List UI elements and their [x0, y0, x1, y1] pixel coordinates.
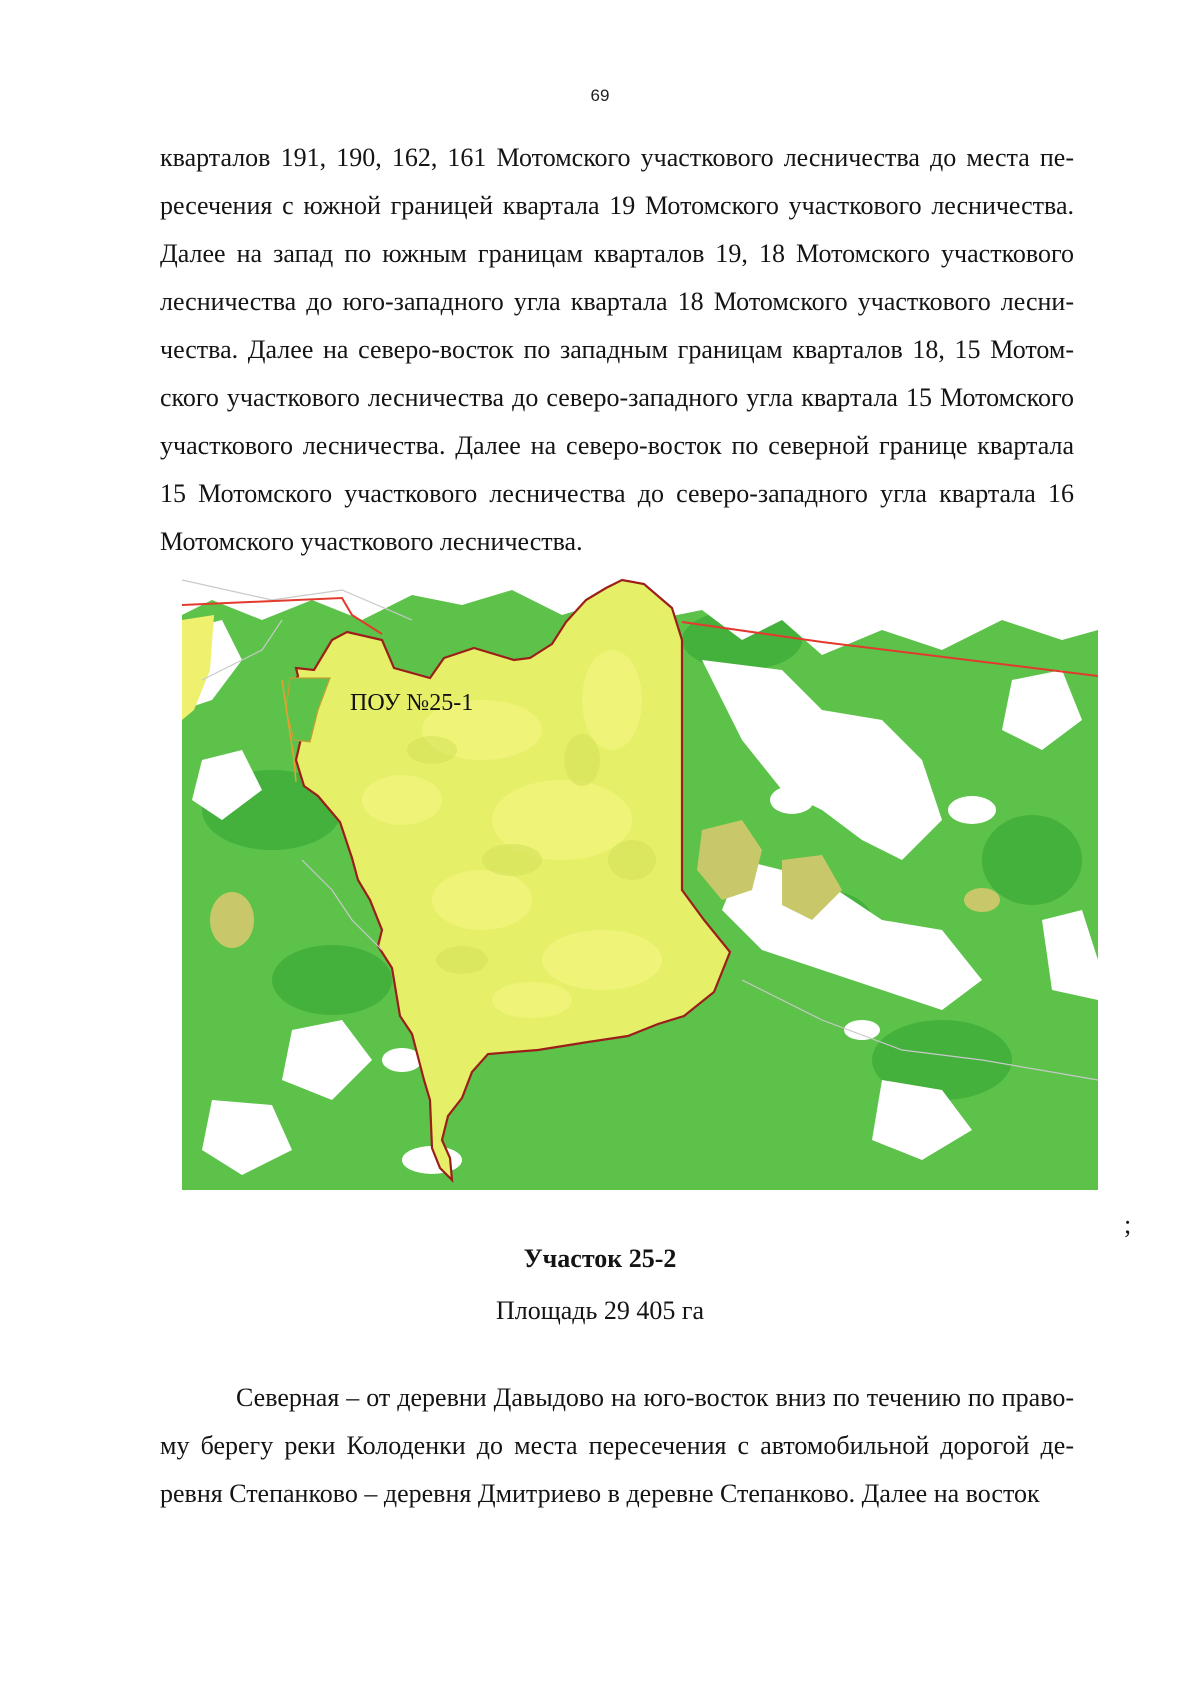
page-number: 69	[590, 86, 610, 105]
trailing-semicolon: ;	[1124, 1210, 1132, 1239]
map-figure	[182, 560, 1098, 1190]
section-area: Площадь 29 405 га	[495, 1296, 705, 1325]
map-zone-label: ПОУ №25-1	[350, 690, 474, 716]
body-paragraph-bottom: Северная – от деревни Давыдово на юго-восток вниз по течению по правому берегу реки Колоденки до места пересечения с автомобильной дорогой деревня Степанково – деревня Дмитриево в деревне Степанково. Далее на восток	[160, 1383, 1074, 1508]
body-paragraph-top: кварталов 191, 190, 162, 161 Мотомского участкового лесничества до места пересечения с южной границей квартала 19 Мотомского участкового лесничества. Далее на запад по южным границам кварталов 19, 18 Мотомского участкового лесничества до юго-западного угла квартала 18 Мотомского участкового лесничества. Далее на северо-восток по западным границам кварталов 18, 15 Мотомского участкового лесничества до северо-западного угла квартала 15 Мотомского участкового лесничества. Далее на северо-восток по северной границе квартала 15 Мотомского участкового лесничества до северо-западного угла квартала 16 Мотомского участкового лесничества.	[160, 143, 1074, 556]
map-canvas	[182, 560, 1098, 1190]
section-title: Участок 25-2	[523, 1244, 677, 1273]
